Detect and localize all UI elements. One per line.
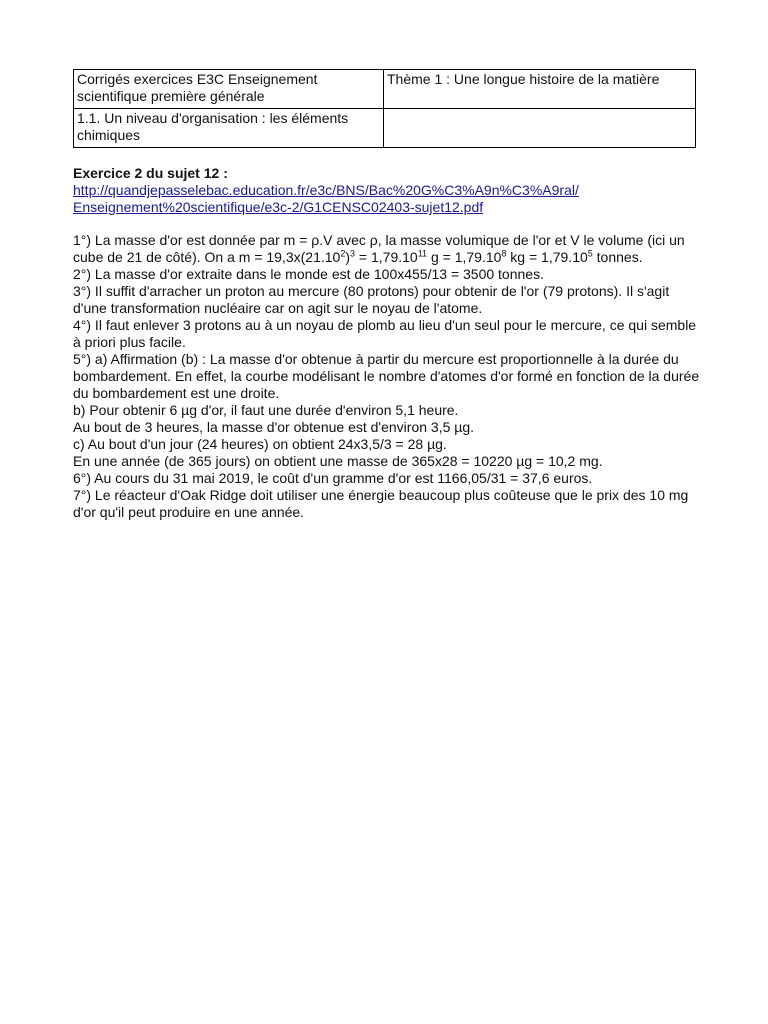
answer-1: 1°) La masse d'or est donnée par m = ρ.V avec ρ, la masse volumique de l'or et V le volume (ici un cube de 21 de côté). On a $m = 19,3x(21.10^2)^3 = 1,79.10^{11}$ $g = 1,79.10^8$ kg = $1,79.10^5$ tonnes. (73, 232, 685, 265)
answer-4: 4°) Il faut enlever 3 protons au à un noyau de plomb au lieu d'un seul pour le mercure, ce qui semble à priori plus facile. (73, 317, 697, 350)
subject-link-line2: Enseignement%20scientifique/e3c-2/G1CENSC02403-sujet12.pdf (73, 199, 484, 215)
chapter-cell: 1.1. Un niveau d'organisation : les éléments chimiques (74, 109, 384, 148)
answer-6: 6°) Au cours du 31 mai 2019, le coût d'un gramme d'or est 1166,05/31 = 37,6 euros. (73, 470, 593, 486)
header-row (74, 70, 696, 109)
empty-cell (384, 109, 696, 148)
theme-cell: Thème 1 : Une longue histoire de la matière (384, 70, 696, 109)
answer-3: 3°) Il suffit d'arracher un proton au mercure (80 protons) pour obtenir de l'or (79 protons). Il s'agit d'une transformation nucléaire car on agit sur le noyau de l'atome. (73, 283, 670, 316)
course-title-cell: Corrigés exercices E3C Enseignement scientifique première générale (74, 70, 384, 109)
subject-link[interactable] (73, 182, 703, 216)
answer-5c-line1: c) Au bout d'un jour (24 heures) on obtient 24x3,5/3 = 28 µg. (73, 436, 447, 452)
answer-5c-line2: En une année (de 365 jours) on obtient une masse de 365x28 = 10220 µg = 10,2 mg. (73, 453, 603, 469)
document-body (73, 165, 703, 521)
answer-5a: 5°) a) Affirmation (b) : La masse d'or obtenue à partir du mercure est proportionnelle à la durée du bombardement. En effet, la courbe modélisant le nombre d'atomes d'or formé en fonction de la durée du bombardement est une droite. (73, 351, 700, 401)
answer-5b-line1: b) Pour obtenir 6 µg d'or, il faut une durée d'environ 5,1 heure. (73, 402, 459, 418)
header-row (74, 109, 696, 148)
answer-5b-line2: Au bout de 3 heures, la masse d'or obtenue est d'environ 3,5 µg. (73, 419, 475, 435)
exercise-title: Exercice 2 du sujet 12 : (73, 165, 228, 181)
subject-link-line1: http://quandjepasselebac.education.fr/e3c/BNS/Bac%20G%C3%A9n%C3%A9ral/ (73, 182, 579, 198)
answer-2: 2°) La masse d'or extraite dans le monde est de 100x455/13 = 3500 tonnes. (73, 266, 544, 282)
answer-7: 7°) Le réacteur d'Oak Ridge doit utiliser une énergie beaucoup plus coûteuse que le prix des 10 mg d'or qu'il peut produire en une année. (73, 487, 689, 520)
header-table (73, 69, 696, 148)
